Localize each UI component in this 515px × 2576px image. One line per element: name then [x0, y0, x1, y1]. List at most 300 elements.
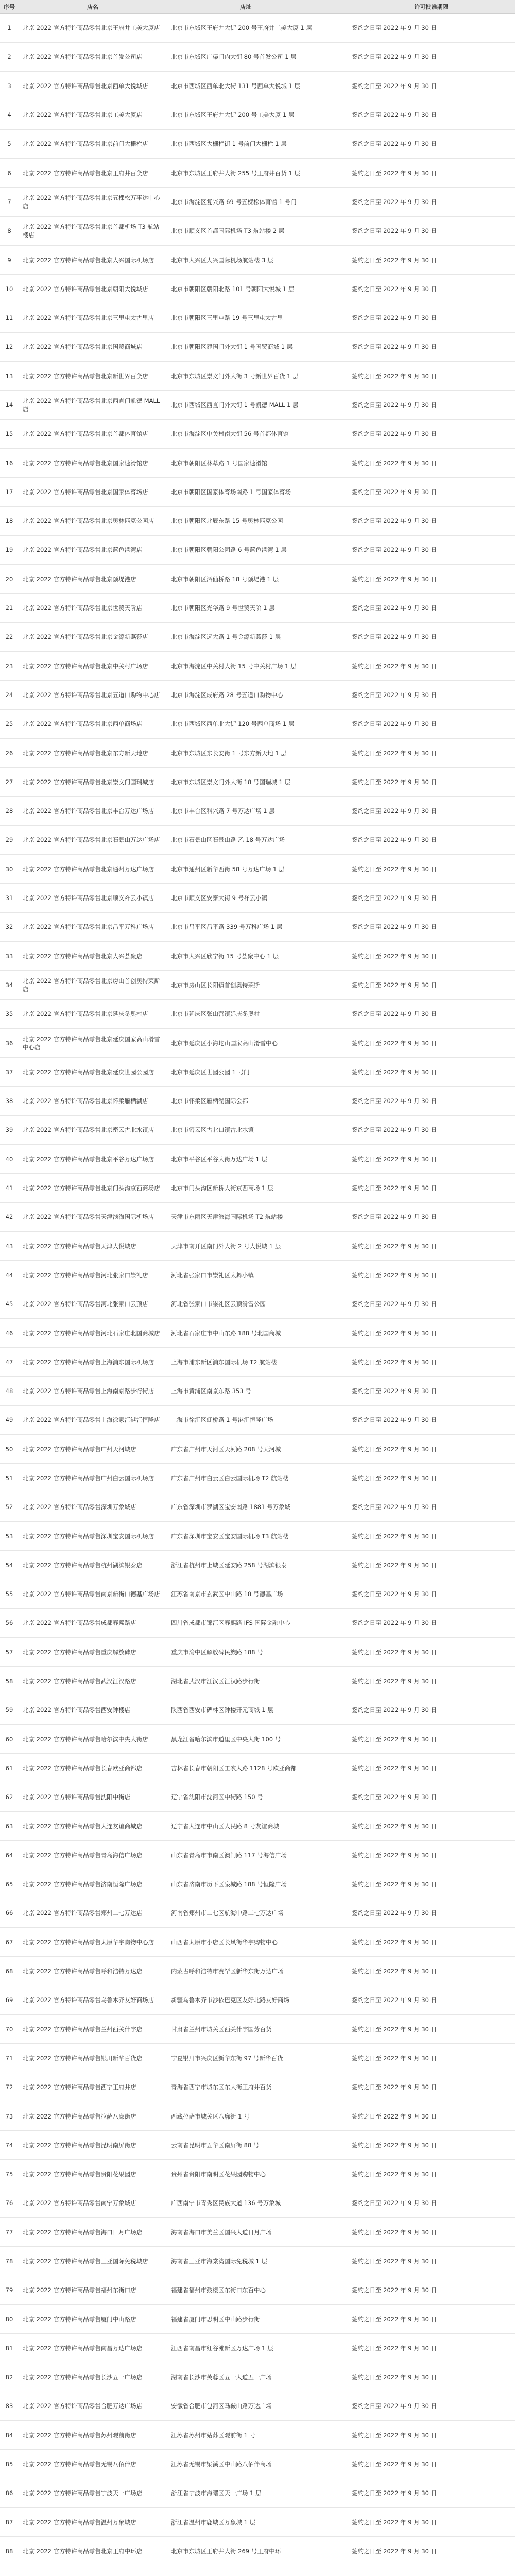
row-number: 84	[5, 2431, 13, 2439]
row-number: 54	[5, 1561, 13, 1569]
store-address: 福建省福州市鼓楼区东街口东百中心	[171, 2286, 266, 2294]
store-address: 北京市东城区王府井大街 200 号工美大厦 1 层	[171, 111, 295, 119]
row-number: 85	[5, 2461, 13, 2468]
table-row	[0, 478, 515, 506]
store-address: 北京市东城区王府井大街 255 号王府井百货 1 层	[171, 169, 300, 177]
store-address: 北京市大兴区欣宁街 15 号荟聚中心 1 层	[171, 952, 279, 960]
store-address: 云南省昆明市五华区南屏街 88 号	[171, 2141, 260, 2149]
permit-period: 签约之日至 2022 年 9 月 30 日	[352, 2286, 437, 2294]
table-row	[0, 652, 515, 681]
row-spacer	[324, 2160, 348, 2189]
permit-period: 签约之日至 2022 年 9 月 30 日	[352, 1880, 437, 1888]
permit-period: 签约之日至 2022 年 9 月 30 日	[352, 82, 437, 90]
row-number: 81	[5, 2344, 13, 2352]
store-name: 北京 2022 官方特许商品零售沈阳中街店	[23, 1793, 131, 1801]
row-number: 18	[5, 517, 13, 525]
permit-period: 签约之日至 2022 年 9 月 30 日	[352, 169, 437, 177]
permit-period: 签约之日至 2022 年 9 月 30 日	[352, 1968, 437, 1975]
row-number: 28	[5, 807, 13, 815]
row-spacer	[324, 1986, 348, 2014]
header-spacer	[324, 0, 348, 13]
row-spacer	[324, 42, 348, 71]
permit-period: 签约之日至 2022 年 9 月 30 日	[352, 1387, 437, 1395]
store-name: 北京 2022 官方特许商品零售青岛海信广场店	[23, 1851, 143, 1859]
row-spacer	[324, 825, 348, 854]
permit-period: 签约之日至 2022 年 9 月 30 日	[352, 2171, 437, 2178]
row-spacer	[324, 971, 348, 999]
store-address: 北京市朝阳区酒仙桥路 18 号颐堤港 1 层	[171, 575, 279, 583]
store-name: 北京 2022 官方特许商品零售北京王府中环店	[23, 2547, 143, 2555]
row-spacer	[324, 448, 348, 477]
store-name: 北京 2022 官方特许商品零售河北张家口崇礼店	[23, 1271, 148, 1279]
row-spacer	[324, 1957, 348, 1986]
store-name: 北京 2022 官方特许商品零售北京西单商场店	[23, 720, 143, 728]
table-row	[0, 1899, 515, 1927]
permit-period: 签约之日至 2022 年 9 月 30 日	[352, 1996, 437, 2004]
row-spacer	[324, 681, 348, 709]
header-address: 店址	[167, 0, 324, 13]
row-number: 86	[5, 2489, 13, 2497]
store-name: 北京 2022 官方特许商品零售哈尔滨中央大街店	[23, 1735, 148, 1743]
store-name: 北京 2022 官方特许商品零售长沙五一广场店	[23, 2374, 143, 2381]
store-name: 北京 2022 官方特许商品零售北京中关村广场店	[23, 662, 148, 670]
row-spacer	[324, 622, 348, 651]
table-row	[0, 158, 515, 187]
row-spacer	[324, 1696, 348, 1724]
row-number: 19	[5, 546, 13, 554]
store-address: 西藏拉萨市城关区八廓街 1 号	[171, 2112, 250, 2120]
store-name: 北京 2022 官方特许商品零售南京新街口德基广场店	[23, 1590, 160, 1598]
permit-period: 签约之日至 2022 年 9 月 30 日	[352, 1097, 437, 1105]
store-name: 北京 2022 官方特许商品零售北京首都机场 T3 航站楼店	[23, 223, 160, 239]
row-spacer	[324, 1028, 348, 1057]
store-address: 广东省广州市天河区天河路 208 号天河城	[171, 1445, 281, 1453]
row-spacer	[324, 1405, 348, 1434]
row-spacer	[324, 2508, 348, 2537]
row-number: 44	[5, 1271, 13, 1279]
store-name: 北京 2022 官方特许商品零售合肥万达广场店	[23, 2402, 143, 2410]
row-spacer	[324, 158, 348, 187]
table-row	[0, 2014, 515, 2043]
permit-period: 签约之日至 2022 年 9 月 30 日	[352, 1648, 437, 1656]
store-name: 北京 2022 官方特许商品零售重庆解放碑店	[23, 1648, 136, 1656]
store-address: 黑龙江省哈尔滨市道里区中央大街 100 号	[171, 1735, 281, 1743]
row-number: 75	[5, 2171, 13, 2178]
store-name: 北京 2022 官方特许商品零售北京工美大厦店	[23, 111, 143, 119]
store-name: 北京 2022 官方特许商品零售无锡八佰伴店	[23, 2461, 136, 2468]
row-number: 24	[5, 691, 13, 699]
table-row	[0, 971, 515, 999]
row-spacer	[324, 1551, 348, 1580]
row-number: 68	[5, 1968, 13, 1975]
store-address: 北京市东城区东长安街 1 号东方新天地 1 层	[171, 749, 287, 757]
store-name: 北京 2022 官方特许商品零售厦门中山路店	[23, 2315, 136, 2323]
row-number: 58	[5, 1677, 13, 1685]
row-number: 60	[5, 1735, 13, 1743]
row-number: 57	[5, 1648, 13, 1656]
store-address: 河南省郑州市二七区航海中路二七万达广场	[171, 1909, 284, 1917]
row-spacer	[324, 1231, 348, 1260]
table-row	[0, 2131, 515, 2160]
permit-period: 签约之日至 2022 年 9 月 30 日	[352, 1503, 437, 1511]
row-number: 23	[5, 662, 13, 670]
header-date: 许可批准期限	[348, 0, 515, 13]
store-name: 北京 2022 官方特许商品零售南宁万象城店	[23, 2199, 136, 2207]
store-address: 北京市延庆区世园公园 1 号门	[171, 1068, 250, 1076]
table-row	[0, 796, 515, 825]
row-number: 13	[5, 372, 13, 380]
row-number: 56	[5, 1619, 13, 1627]
row-number: 33	[5, 952, 13, 960]
store-address: 北京市东城区崇文门外大街 3 号新世界百货 1 层	[171, 372, 299, 380]
table-row	[0, 884, 515, 912]
store-name: 北京 2022 官方特许商品零售北京朝阳大悦城店	[23, 285, 148, 293]
store-address: 北京市海淀区中关村南大街 56 号首都体育馆	[171, 430, 289, 438]
store-name: 北京 2022 官方特许商品零售大连友谊商城店	[23, 1822, 143, 1830]
table-row	[0, 1115, 515, 1144]
row-number: 82	[5, 2374, 13, 2381]
store-address: 辽宁省大连市中山区人民路 8 号友谊商城	[171, 1822, 280, 1830]
store-address: 内蒙古呼和浩特市赛罕区新华东街万达广场	[171, 1968, 284, 1975]
row-number: 25	[5, 720, 13, 728]
permit-period: 签约之日至 2022 年 9 月 30 日	[352, 2025, 437, 2033]
permit-period: 签约之日至 2022 年 9 月 30 日	[352, 2518, 437, 2526]
store-name: 北京 2022 官方特许商品零售北京大兴荟聚店	[23, 952, 143, 960]
row-spacer	[324, 768, 348, 796]
permit-period: 签约之日至 2022 年 9 月 30 日	[352, 1706, 437, 1714]
table-row	[0, 245, 515, 274]
table-row	[0, 999, 515, 1028]
store-name: 北京 2022 官方特许商品零售苏州观前街店	[23, 2431, 136, 2439]
table-row	[0, 2189, 515, 2217]
permit-period: 签约之日至 2022 年 9 月 30 日	[352, 1474, 437, 1482]
row-number: 78	[5, 2258, 13, 2265]
row-number: 40	[5, 1155, 13, 1163]
permit-period: 签约之日至 2022 年 9 月 30 日	[352, 1213, 437, 1221]
store-name: 北京 2022 官方特许商品零售上海南京路步行街店	[23, 1387, 154, 1395]
row-number: 72	[5, 2083, 13, 2091]
permit-period: 签约之日至 2022 年 9 月 30 日	[352, 2141, 437, 2149]
permit-period: 签约之日至 2022 年 9 月 30 日	[352, 865, 437, 873]
store-name: 北京 2022 官方特许商品零售北京世贸天阶店	[23, 604, 143, 612]
permit-period: 签约之日至 2022 年 9 月 30 日	[352, 1039, 437, 1047]
permit-period: 签约之日至 2022 年 9 月 30 日	[352, 1068, 437, 1076]
permit-period: 签约之日至 2022 年 9 月 30 日	[352, 778, 437, 786]
store-address: 北京市朝阳区建国门外大街 1 号国贸商城 1 层	[171, 343, 293, 351]
row-spacer	[324, 1783, 348, 1811]
row-number: 42	[5, 1213, 13, 1221]
store-address: 广东省广州市白云区白云国际机场 T2 航站楼	[171, 1474, 289, 1482]
row-number: 35	[5, 1010, 13, 1018]
store-name: 北京 2022 官方特许商品零售昆明南屏街店	[23, 2141, 136, 2149]
table-row	[0, 2334, 515, 2363]
row-number: 20	[5, 575, 13, 583]
permit-period: 签约之日至 2022 年 9 月 30 日	[352, 2054, 437, 2062]
permit-period: 签约之日至 2022 年 9 月 30 日	[352, 2402, 437, 2410]
store-name: 北京 2022 官方特许商品零售北京丰台万达广场店	[23, 807, 154, 815]
store-address: 北京市西城区西单北大街 131 号西单大悦城 1 层	[171, 82, 300, 90]
row-number: 62	[5, 1793, 13, 1801]
store-address: 四川省成都市锦江区春熙路 IFS 国际金融中心	[171, 1619, 290, 1627]
table-row	[0, 1405, 515, 1434]
table-row	[0, 622, 515, 651]
store-address: 北京市朝阳区林萃路 1 号国家速滑馆	[171, 459, 268, 467]
store-address: 北京市延庆区张山营镇延庆冬奥村	[171, 1010, 260, 1018]
row-spacer	[324, 1899, 348, 1927]
store-name	[19, 2566, 167, 2576]
row-spacer	[324, 884, 348, 912]
permit-period: 签约之日至 2022 年 9 月 30 日	[352, 1416, 437, 1424]
store-name: 北京 2022 官方特许商品零售北京昌平万科广场店	[23, 923, 154, 931]
header-row	[0, 0, 515, 13]
store-address: 北京市延庆区小海坨山国家高山滑雪中心	[171, 1039, 278, 1047]
table-row	[0, 912, 515, 941]
store-address: 浙江省宁波市海曙区天一广场 1 层	[171, 2489, 262, 2497]
row-spacer	[324, 1493, 348, 1521]
row-spacer	[324, 2421, 348, 2450]
row-number: 69	[5, 1996, 13, 2004]
permit-period: 签约之日至 2022 年 9 月 30 日	[352, 140, 437, 148]
table-row	[0, 1608, 515, 1637]
store-address: 北京市朝阳区朝阳公园路 6 号蓝色港湾 1 层	[171, 546, 287, 554]
store-name: 北京 2022 官方特许商品零售杭州湖滨银泰店	[23, 1561, 143, 1569]
row-spacer	[324, 942, 348, 971]
table-row	[0, 1058, 515, 1087]
row-number: 64	[5, 1851, 13, 1859]
table-row	[0, 855, 515, 884]
permit-period: 签约之日至 2022 年 9 月 30 日	[352, 198, 437, 206]
store-name: 北京 2022 官方特许商品零售深圳万象城店	[23, 1503, 136, 1511]
store-name: 北京 2022 官方特许商品零售北京东方新天地店	[23, 749, 148, 757]
store-address: 北京市朝阳区光华路 9 号世贸天阶 1 层	[171, 604, 275, 612]
table-row	[0, 1811, 515, 1840]
row-number: 43	[5, 1242, 13, 1250]
table-row	[0, 2450, 515, 2479]
table-row	[0, 2247, 515, 2276]
store-name: 北京 2022 官方特许商品零售贵阳花果园店	[23, 2171, 136, 2178]
store-name: 北京 2022 官方特许商品零售深圳宝安国际机场店	[23, 1532, 154, 1540]
table-row	[0, 2421, 515, 2450]
row-number: 12	[5, 343, 13, 351]
row-spacer	[324, 332, 348, 361]
table-row	[0, 768, 515, 796]
permit-period: 签约之日至 2022 年 9 月 30 日	[352, 2228, 437, 2236]
row-number: 7	[7, 198, 11, 206]
store-address: 吉林省长春市朝阳区工农大路 1128 号欧亚商都	[171, 1764, 297, 1772]
permit-period: 签约之日至 2022 年 9 月 30 日	[352, 2547, 437, 2555]
table-row	[0, 72, 515, 100]
row-spacer	[324, 2334, 348, 2363]
permit-period: 签约之日至 2022 年 9 月 30 日	[352, 2112, 437, 2120]
row-spacer	[324, 1145, 348, 1174]
store-name: 北京 2022 官方特许商品零售天津滨海国际机场店	[23, 1213, 154, 1221]
store-address: 北京市海淀区中关村大街 15 号中关村广场 1 层	[171, 662, 297, 670]
table-row	[0, 1028, 515, 1057]
store-address: 北京市昌平区昌平路 339 号万科广场 1 层	[171, 923, 283, 931]
row-spacer	[324, 2479, 348, 2507]
store-name: 北京 2022 官方特许商品零售河北张家口云顶店	[23, 1300, 148, 1308]
store-name: 北京 2022 官方特许商品零售呼和浩特万达店	[23, 1968, 143, 1975]
permit-period: 签约之日至 2022 年 9 月 30 日	[352, 227, 437, 235]
store-address: 河北省石家庄市中山东路 188 号北国商城	[171, 1329, 281, 1337]
row-number: 4	[7, 111, 11, 119]
row-spacer	[324, 1058, 348, 1087]
row-spacer	[324, 1841, 348, 1870]
permit-period: 签约之日至 2022 年 9 月 30 日	[352, 285, 437, 293]
store-address: 天津市南开区南门外大街 2 号大悦城 1 层	[171, 1242, 281, 1250]
row-number: 65	[5, 1880, 13, 1888]
permit-period: 签约之日至 2022 年 9 月 30 日	[352, 1561, 437, 1569]
table-row	[0, 1725, 515, 1754]
row-spacer	[324, 2131, 348, 2160]
row-number: 5	[7, 140, 11, 148]
row-spacer	[324, 506, 348, 535]
row-number: 27	[5, 778, 13, 786]
store-address: 安徽省合肥市包河区马鞍山路万达广场	[171, 2402, 272, 2410]
table-row	[0, 2160, 515, 2189]
store-address: 北京市朝阳区三里屯路 19 号三里屯太古里	[171, 314, 283, 322]
store-name: 北京 2022 官方特许商品零售北京延庆冬奥村店	[23, 1010, 148, 1018]
permit-period: 签约之日至 2022 年 9 月 30 日	[352, 923, 437, 931]
row-number: 3	[7, 82, 11, 90]
store-name: 北京 2022 官方特许商品零售北京王府井工美大厦店	[23, 24, 160, 32]
store-name: 北京 2022 官方特许商品零售长春欧亚商都店	[23, 1764, 143, 1772]
store-address: 北京市东城区王府井大街 200 号王府井工美大厦 1 层	[171, 24, 312, 32]
table-row	[0, 825, 515, 854]
table-row	[0, 2102, 515, 2130]
permit-period: 签约之日至 2022 年 9 月 30 日	[352, 2315, 437, 2323]
row-number: 52	[5, 1503, 13, 1511]
row-number	[0, 2566, 19, 2576]
table-row	[0, 419, 515, 448]
table-body	[0, 13, 515, 2576]
store-address: 北京市怀柔区雁栖湖国际会都	[171, 1097, 248, 1105]
row-spacer	[324, 652, 348, 681]
row-spacer	[324, 2276, 348, 2304]
store-name: 北京 2022 官方特许商品零售北京通州万达广场店	[23, 865, 154, 873]
permit-period: 签约之日至 2022 年 9 月 30 日	[352, 662, 437, 670]
row-number: 45	[5, 1300, 13, 1308]
row-spacer	[324, 2102, 348, 2130]
row-number: 10	[5, 285, 13, 293]
row-spacer	[324, 419, 348, 448]
store-name: 北京 2022 官方特许商品零售西安钟楼店	[23, 1706, 131, 1714]
row-number: 87	[5, 2518, 13, 2526]
row-spacer	[324, 796, 348, 825]
table-row	[0, 1957, 515, 1986]
row-number: 83	[5, 2402, 13, 2410]
row-spacer	[324, 188, 348, 216]
row-number: 2	[7, 53, 11, 61]
store-address: 北京市朝阳区国家体育场南路 1 号国家体育场	[171, 488, 291, 496]
table-row	[0, 1145, 515, 1174]
row-number: 26	[5, 749, 13, 757]
store-name: 北京 2022 官方特许商品零售北京延庆国家高山滑雪中心店	[23, 1035, 160, 1051]
permit-period: 签约之日至 2022 年 9 月 30 日	[352, 1184, 437, 1192]
table-row	[0, 1754, 515, 1783]
store-address: 北京市石景山区石景山路 乙 18 号万达广场	[171, 836, 285, 844]
store-name: 北京 2022 官方特许商品零售北京怀柔雁栖湖店	[23, 1097, 148, 1105]
row-number: 50	[5, 1445, 13, 1453]
store-address: 河北省张家口市崇礼区云顶滑雪公园	[171, 1300, 266, 1308]
row-spacer	[324, 2044, 348, 2073]
store-address: 北京市西城区大栅栏街 1 号前门大栅栏 1 层	[171, 140, 287, 148]
store-name: 北京 2022 官方特许商品零售北京五道口购物中心店	[23, 691, 160, 699]
permit-period: 签约之日至 2022 年 9 月 30 日	[352, 1909, 437, 1917]
row-number: 55	[5, 1590, 13, 1598]
store-name: 北京 2022 官方特许商品零售北京石景山万达广场店	[23, 836, 160, 844]
table-row	[0, 2508, 515, 2537]
store-address: 甘肃省兰州市城关区西关什字国芳百货	[171, 2025, 272, 2033]
table-row	[0, 1464, 515, 1493]
row-number: 37	[5, 1068, 13, 1076]
row-number: 36	[5, 1039, 13, 1047]
row-number: 31	[5, 894, 13, 902]
permit-period: 签约之日至 2022 年 9 月 30 日	[352, 343, 437, 351]
row-spacer	[324, 303, 348, 332]
permit-period: 签约之日至 2022 年 9 月 30 日	[352, 2461, 437, 2468]
permit-period: 签约之日至 2022 年 9 月 30 日	[352, 952, 437, 960]
store-name: 北京 2022 官方特许商品零售兰州西关什字店	[23, 2025, 143, 2033]
permit-period: 签约之日至 2022 年 9 月 30 日	[352, 2258, 437, 2265]
store-name: 北京 2022 官方特许商品零售北京房山首创奥特莱斯店	[23, 977, 160, 993]
permit-period: 签约之日至 2022 年 9 月 30 日	[352, 1242, 437, 1250]
store-name: 北京 2022 官方特许商品零售北京蓝色港湾店	[23, 546, 143, 554]
row-spacer	[324, 1725, 348, 1754]
table-row	[0, 1261, 515, 1290]
store-address: 北京市海淀区成府路 28 号五道口购物中心	[171, 691, 283, 699]
row-number: 32	[5, 923, 13, 931]
row-spacer	[324, 362, 348, 391]
table-row	[0, 1377, 515, 1405]
row-number: 51	[5, 1474, 13, 1482]
permit-period: 签约之日至 2022 年 9 月 30 日	[352, 24, 437, 32]
table-row	[0, 1318, 515, 1347]
permit-period: 签约之日至 2022 年 9 月 30 日	[352, 1764, 437, 1772]
store-address	[167, 2566, 324, 2576]
permit-period: 签约之日至 2022 年 9 月 30 日	[352, 1677, 437, 1685]
row-spacer	[324, 1087, 348, 1115]
store-address: 北京市顺义区首都国际机场 T3 航站楼 2 层	[171, 227, 285, 235]
row-spacer	[324, 1811, 348, 1840]
store-name: 北京 2022 官方特许商品零售北京奥林匹克公园店	[23, 517, 154, 525]
table-row	[0, 391, 515, 419]
row-spacer	[324, 2537, 348, 2566]
store-name: 北京 2022 官方特许商品零售西宁王府井店	[23, 2083, 136, 2091]
permit-period: 签约之日至 2022 年 9 月 30 日	[352, 256, 437, 264]
table-row	[0, 1435, 515, 1464]
row-spacer	[324, 1870, 348, 1899]
store-address: 北京市顺义区安泰大街 9 号祥云小镇	[171, 894, 268, 902]
permit-period: 签约之日至 2022 年 9 月 30 日	[352, 488, 437, 496]
store-address: 广东省深圳市宝安区宝安国际机场 T3 航站楼	[171, 1532, 289, 1540]
row-number: 9	[7, 256, 11, 264]
row-number: 47	[5, 1358, 13, 1366]
row-spacer	[324, 1318, 348, 1347]
store-address: 江苏省无锡市梁溪区中山路八佰伴商场	[171, 2461, 272, 2468]
store-name: 北京 2022 官方特许商品零售拉萨八廓街店	[23, 2112, 136, 2120]
store-address: 海南省海口市美兰区国兴大道日月广场	[171, 2228, 272, 2236]
store-name: 北京 2022 官方特许商品零售北京大兴国际机场店	[23, 256, 154, 264]
table-row	[0, 1348, 515, 1377]
store-name: 北京 2022 官方特许商品零售北京三里屯太古里店	[23, 314, 154, 322]
table-row	[0, 2304, 515, 2333]
row-number: 39	[5, 1126, 13, 1134]
table-row	[0, 362, 515, 391]
row-spacer	[324, 2014, 348, 2043]
table-row	[0, 1638, 515, 1667]
permit-period: 签约之日至 2022 年 9 月 30 日	[352, 401, 437, 409]
